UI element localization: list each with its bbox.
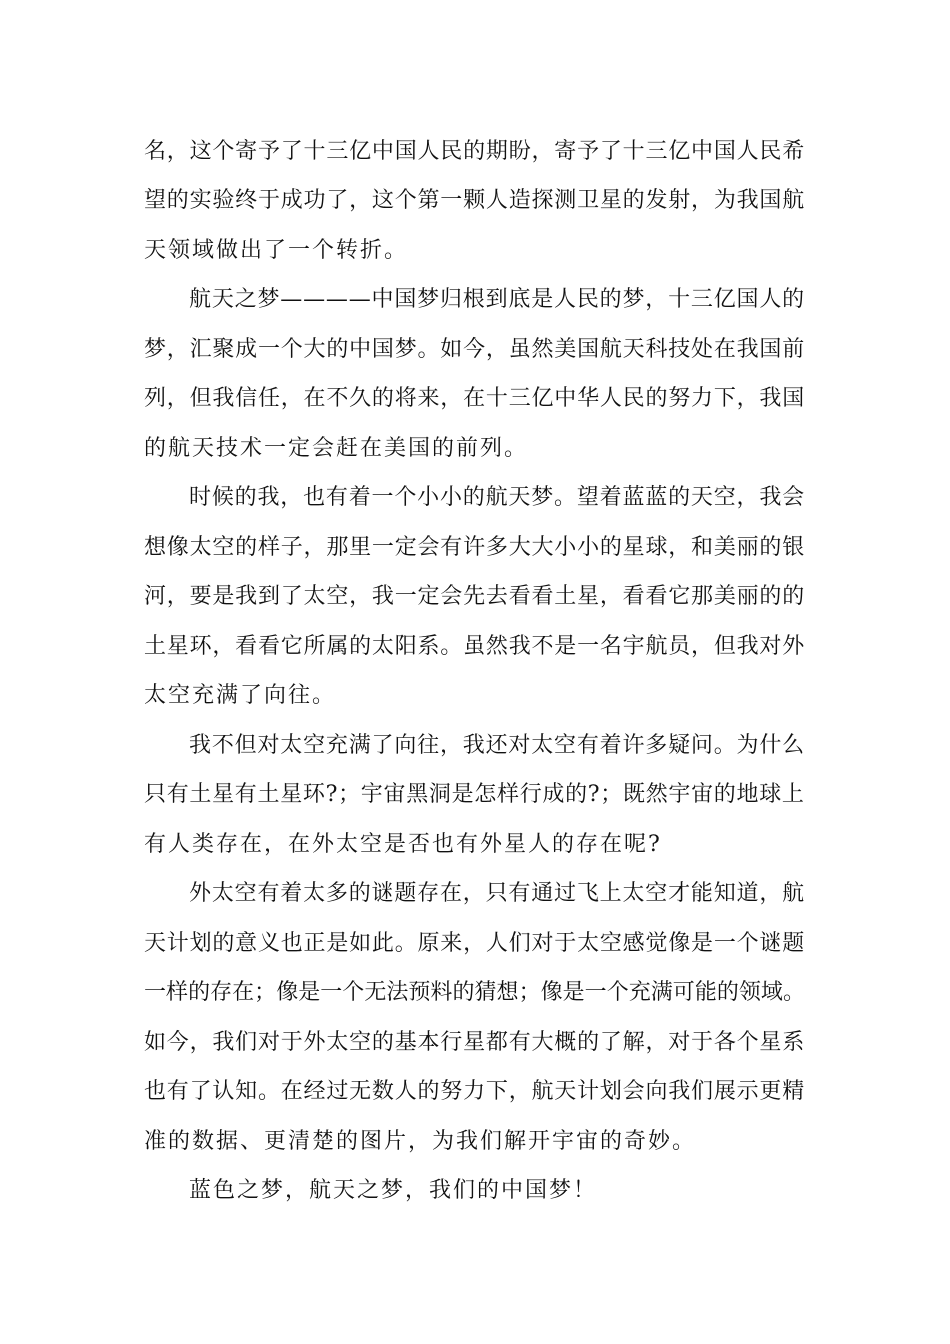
text-line: 土星环，看看它所属的太阳系。虽然我不是一名宇航员，但我对外 — [144, 634, 806, 659]
text-line: 天计划的意义也正是如此。原来，人们对于太空感觉像是一个谜题 — [144, 931, 806, 956]
text-line: 蓝色之梦，航天之梦，我们的中国梦！ — [189, 1178, 598, 1203]
text-line: 想像太空的样子，那里一定会有许多大大小小的星球，和美丽的银 — [144, 535, 806, 560]
text-line: 如今，我们对于外太空的基本行星都有大概的了解，对于各个星系 — [144, 1030, 806, 1055]
text-line: 只有土星有土星环?；宇宙黑洞是怎样行成的?；既然宇宙的地球上 — [144, 782, 805, 807]
text-line: 外太空有着太多的谜题存在，只有通过飞上太空才能知道，航 — [189, 881, 806, 906]
text-line: 的航天技术一定会赶在美国的前列。 — [144, 436, 529, 461]
text-line: 河，要是我到了太空，我一定会先去看看土星，看看它那美丽的的 — [144, 584, 806, 609]
text-line: 我不但对太空充满了向往，我还对太空有着许多疑问。为什么 — [189, 733, 806, 758]
text-line: 有人类存在，在外太空是否也有外星人的存在呢? — [144, 832, 662, 857]
text-line: 也有了认知。在经过无数人的努力下，航天计划会向我们展示更精 — [144, 1079, 806, 1104]
text-line: 名，这个寄予了十三亿中国人民的期盼，寄予了十三亿中国人民希 — [144, 139, 806, 164]
text-line: 梦，汇聚成一个大的中国梦。如今，虽然美国航天科技处在我国前 — [144, 337, 806, 362]
text-line: 航天之梦————中国梦归根到底是人民的梦，十三亿国人的 — [189, 287, 806, 312]
text-line: 准的数据、更清楚的图片，为我们解开宇宙的奇妙。 — [144, 1129, 697, 1154]
text-line: 望的实验终于成功了，这个第一颗人造探测卫星的发射，为我国航 — [144, 188, 806, 213]
text-line: 一样的存在；像是一个无法预料的猜想；像是一个充满可能的领域。 — [144, 980, 806, 1005]
text-line: 列，但我信任，在不久的将来，在十三亿中华人民的努力下，我国 — [144, 386, 806, 411]
text-line: 时候的我，也有着一个小小的航天梦。望着蓝蓝的天空，我会 — [189, 485, 806, 510]
text-line: 太空充满了向往。 — [144, 683, 337, 708]
text-line: 天领域做出了一个转折。 — [144, 238, 409, 263]
